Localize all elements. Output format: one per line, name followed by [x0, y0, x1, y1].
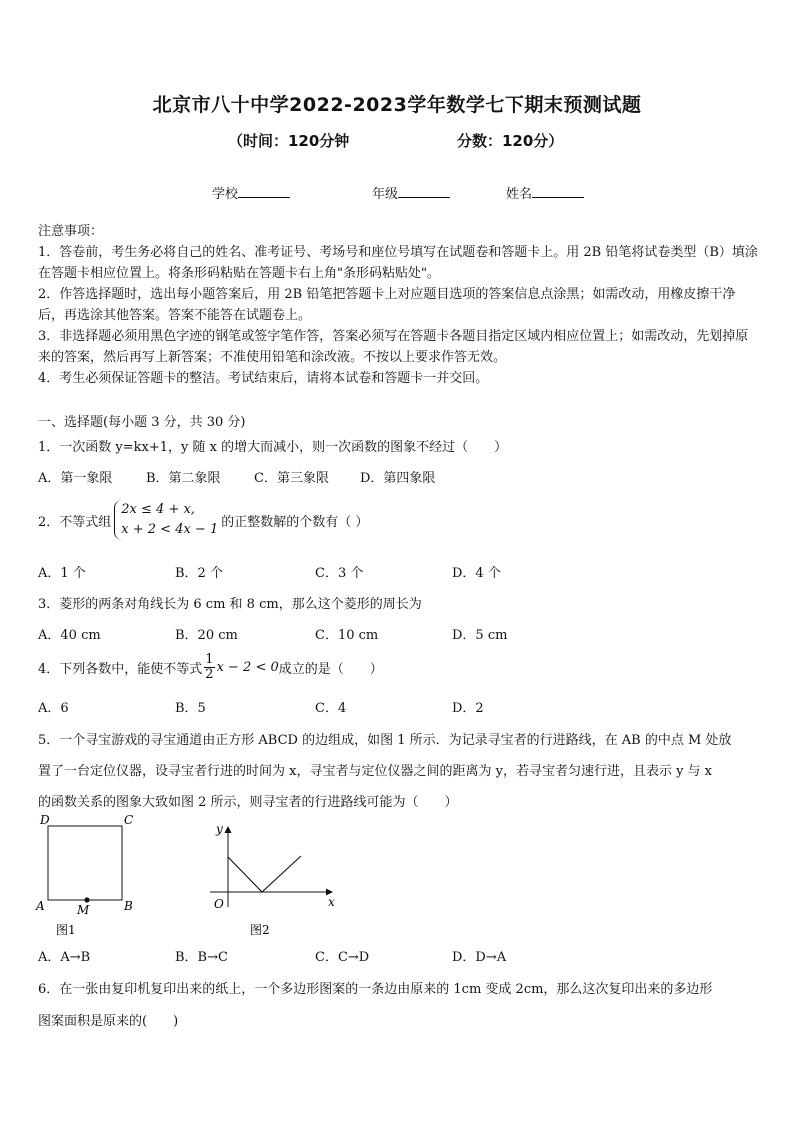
q2-stem: [38, 500, 368, 540]
q4-option-d[interactable]: D．2: [452, 701, 484, 716]
q5-figure-2: [200, 815, 350, 940]
q5-option-b[interactable]: B．B→C: [175, 950, 228, 965]
q5-option-c[interactable]: C．C→D: [315, 950, 370, 965]
q2-option-d[interactable]: D．4 个: [452, 566, 501, 581]
q1-option-c[interactable]: C．第三象限: [254, 471, 329, 486]
q4-suffix: 成立的是（ ）: [278, 662, 383, 677]
grade-label: 年级: [372, 187, 399, 202]
q4-prefix: 4．下列各数中，能使不等式: [38, 662, 203, 677]
label-d: D: [40, 813, 50, 827]
q1-option-a[interactable]: A．第一象限: [38, 471, 113, 486]
figure-1-caption: 图1: [56, 923, 76, 937]
exam-score: 分数：120分）: [457, 132, 564, 150]
q2-prefix: 2．不等式组: [38, 514, 112, 530]
q3-option-b[interactable]: B．20 cm: [175, 628, 238, 643]
note-item-3: 3．非选择题必须用黑色字迹的钢笔或签字笔作答，答案必须写在答题卡各题目指定区域内相应位置上；如需改动，先划掉原来的答案，然后再写上新答案；不准使用铅笔和涂改液。不按以上要求作答无效。: [38, 329, 749, 365]
q1-option-d[interactable]: D．第四象限: [360, 471, 436, 486]
q2-option-a[interactable]: A．1 个: [38, 566, 86, 581]
school-label: 学校: [212, 187, 239, 202]
q2-line1: 2x ≤ 4 + x,: [121, 502, 195, 517]
function-graph: [228, 856, 301, 892]
q2-suffix: 的正整数解的个数有（ ）: [221, 514, 369, 530]
label-m: M: [77, 903, 90, 917]
label-o: O: [214, 897, 224, 911]
exam-time: （时间：120分钟: [228, 132, 350, 150]
q5-option-d[interactable]: D．D→A: [452, 950, 507, 965]
q5-option-a[interactable]: A．A→B: [38, 950, 91, 965]
q2-option-b[interactable]: B．2 个: [175, 566, 223, 581]
section-heading: 一、选择题(每小题 3 分，共 30 分): [38, 415, 246, 430]
q4-stem: [38, 653, 383, 682]
square-abcd: [48, 826, 122, 900]
q5-line-3: 的函数关系的图象大致如图 2 所示，则寻宝者的行进路线可能为（ ）: [38, 795, 458, 810]
q6-line-1: 6．在一张由复印机复印出来的纸上，一个多边形图案的一条边由原来的 1cm 变成 2cm，那么这次复印出来的多边形: [38, 982, 713, 997]
label-a: A: [36, 899, 45, 913]
q4-option-c[interactable]: C．4: [315, 701, 347, 716]
q1-option-b[interactable]: B．第二象限: [146, 471, 221, 486]
q5-line-2: 置了一台定位仪器，设寻宝者行进的时间为 x，寻宝者与定位仪器之间的距离为 y，若寻宝者匀速行进，且表示 y 与 x: [38, 764, 713, 779]
label-x: x: [328, 895, 335, 909]
notes-heading: 注意事项：: [38, 224, 104, 239]
note-item-1: 1．答卷前，考生务必将自己的姓名、准考证号、考场号和座位号填写在试题卷和答题卡上。用 2B 铅笔将试卷类型（B）填涂在答题卡相应位置上。将条形码粘贴在答题卡右上角"条形码粘贴处"。: [38, 245, 758, 281]
q4-fraction-denominator: 2: [205, 667, 214, 682]
name-field: [506, 183, 584, 202]
q3-stem: 3．菱形的两条对角线长为 6 cm 和 8 cm，那么这个菱形的周长为: [38, 597, 422, 612]
label-c: C: [124, 813, 134, 827]
q6-line-2: 图案面积是原来的( ): [38, 1014, 179, 1029]
point-m: [84, 897, 89, 902]
q4-expression: x − 2 < 0: [216, 660, 279, 675]
q4-option-b[interactable]: B．5: [175, 701, 206, 716]
grade-field: [372, 183, 450, 202]
q3-option-c[interactable]: C．10 cm: [315, 628, 379, 643]
school-field: [212, 183, 290, 202]
school-blank[interactable]: [238, 184, 290, 198]
figure-2-caption: 图2: [250, 923, 270, 937]
q5-line-1: 5．一个寻宝游戏的寻宝通道由正方形 ABCD 的边组成，如图 1 所示．为记录寻宝者的行进路线，在 AB 的中点 M 处放: [38, 733, 732, 748]
q5-figure-1: [30, 810, 150, 940]
label-y: y: [216, 822, 223, 836]
q2-line2: x + 2 < 4x − 1: [121, 522, 219, 537]
name-label: 姓名: [506, 187, 533, 202]
q4-fraction-numerator: 1: [205, 652, 214, 667]
q3-option-a[interactable]: A．40 cm: [38, 628, 101, 643]
q1-stem: 1．一次函数 y=kx+1，y 随 x 的增大而减小，则一次函数的图象不经过（ ）: [38, 440, 508, 455]
name-blank[interactable]: [532, 184, 584, 198]
label-b: B: [124, 899, 133, 913]
q4-option-a[interactable]: A．6: [38, 701, 69, 716]
q2-inequality-system: [114, 500, 218, 540]
q2-option-c[interactable]: C．3 个: [315, 566, 364, 581]
note-item-2: 2．作答选择题时，选出每小题答案后，用 2B 铅笔把答题卡上对应题目选项的答案信息点涂黑；如需改动，用橡皮擦干净后，再选涂其他答案。答案不能答在试题卷上。: [38, 287, 736, 323]
exam-title: 北京市八十中学2022-2023学年数学七下期末预测试题: [152, 94, 642, 116]
grade-blank[interactable]: [398, 184, 450, 198]
q4-fraction: [204, 653, 214, 682]
q3-option-d[interactable]: D．5 cm: [452, 628, 508, 643]
note-item-4: 4．考生必须保证答题卡的整洁。考试结束后，请将本试卷和答题卡一并交回。: [38, 371, 489, 386]
